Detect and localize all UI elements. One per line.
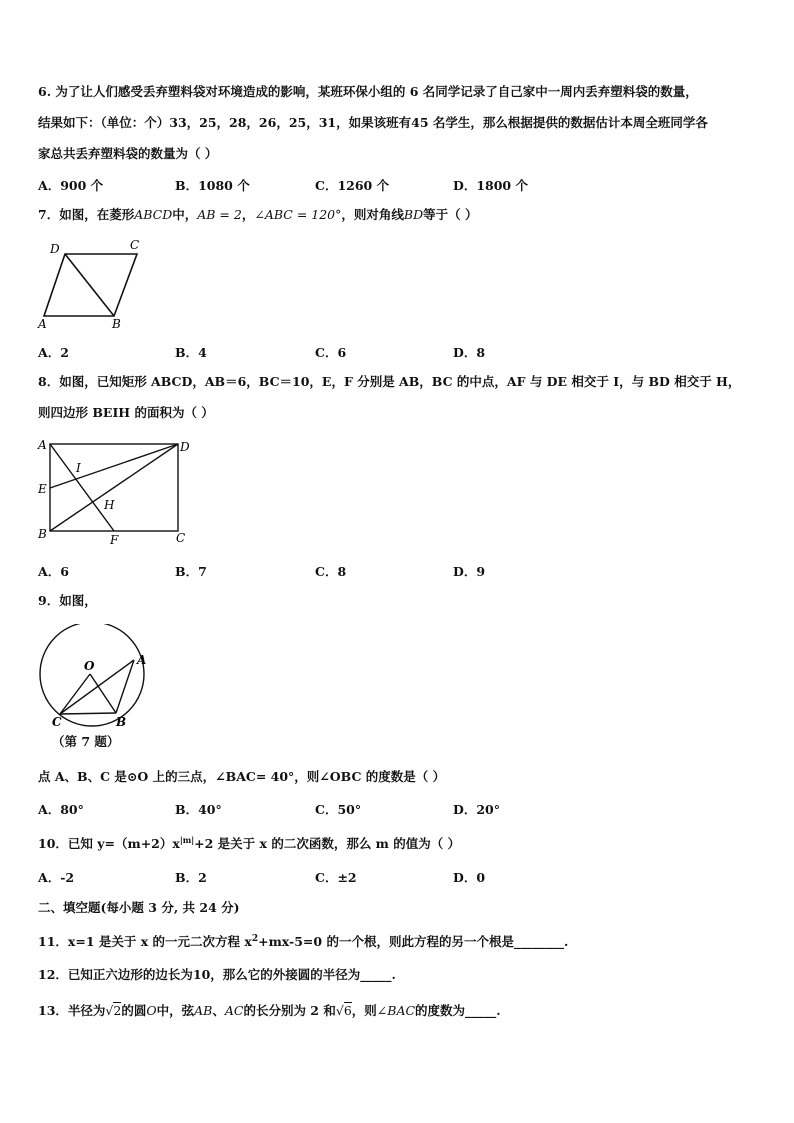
q8-options xyxy=(38,562,760,580)
q7-shape: ABCD xyxy=(134,207,173,222)
q8-option-b[interactable]: B．7 xyxy=(175,564,207,579)
q7-end: 等于（ ） xyxy=(423,207,478,222)
q7-ab: AB = 2 xyxy=(197,207,242,222)
q11-text-a: 11．x=1 是关于 x 的一元二次方程 x xyxy=(38,934,252,950)
q10-option-d[interactable]: D．0 xyxy=(453,870,486,885)
q8-label-e: E xyxy=(38,482,47,496)
q13-text-f: 的度数为_____. xyxy=(415,1003,501,1018)
q6-option-d[interactable]: D．1800 个 xyxy=(453,178,528,193)
q8-segment-de xyxy=(50,444,178,488)
q8-line-1: 8．如图，已知矩形 ABCD，AB＝6，BC＝10，E，F 分别是 AB，BC 的中点，AF 与 DE 相交于 I，与 BD 相交于 H， xyxy=(38,374,741,389)
q9-line-1: 9．如图， xyxy=(38,593,97,608)
q8-label-i: I xyxy=(76,461,81,475)
q13-ac: AC xyxy=(224,1003,244,1018)
q10-option-b[interactable]: B．2 xyxy=(175,870,207,885)
q13-text-b: 的圆 xyxy=(121,1003,147,1018)
q7-label-c: C xyxy=(130,238,140,252)
q7-option-b[interactable]: B．4 xyxy=(175,345,207,360)
q7-options xyxy=(38,343,760,361)
q9-label-b: B xyxy=(116,715,127,729)
q13-text-c: 中，弦 xyxy=(156,1003,195,1018)
q9-label-o: O xyxy=(84,659,95,673)
q9-statement-points: 点 A、B、C 是 xyxy=(38,769,127,784)
q7-mid2: ， xyxy=(241,207,255,222)
q8-option-d[interactable]: D．9 xyxy=(453,564,486,579)
q8-label-b: B xyxy=(38,527,47,541)
q6-option-b[interactable]: B．1080 个 xyxy=(175,178,250,193)
q8-label-d: D xyxy=(180,440,190,454)
q9-label-a: A xyxy=(137,653,147,667)
q7-suffix: ，则对角线 xyxy=(341,207,404,222)
q9-statement-circle: ⊙O xyxy=(126,769,149,784)
q9-options xyxy=(38,800,760,818)
q8-option-a[interactable]: A．6 xyxy=(38,564,69,579)
q7-prefix: 7．如图，在菱形 xyxy=(38,207,135,222)
q10-option-c[interactable]: C．±2 xyxy=(315,870,357,885)
q6-option-c[interactable]: C．1260 个 xyxy=(315,178,390,193)
q10-text-a: 10．已知 y=（m+2）x xyxy=(38,836,180,852)
q10-options xyxy=(38,868,760,886)
q7-label-b: B xyxy=(112,317,121,331)
q6-options xyxy=(38,176,760,194)
q12-text: 12．已知正六边形的边长为10，那么它的外接圆的半径为_____. xyxy=(38,967,396,982)
section-2-title: 二、填空题(每小题 3 分, 共 24 分) xyxy=(38,900,240,915)
q8-line-2: 则四边形 BEIH 的面积为（ ） xyxy=(38,405,214,420)
q9-statement xyxy=(38,768,760,786)
q7-label-a: A xyxy=(38,317,47,331)
q10-exponent: |m| xyxy=(179,835,195,845)
q7-option-c[interactable]: C．6 xyxy=(315,345,347,360)
q9-statement-rest: 上的三点，∠BAC= 40°，则∠OBC 的度数是（ ） xyxy=(148,769,446,784)
q13-sep: 、 xyxy=(212,1003,225,1018)
q7-option-d[interactable]: D．8 xyxy=(453,345,486,360)
q8-label-h: H xyxy=(104,498,115,512)
q13-sqrt6-radicand: 6 xyxy=(343,1003,352,1018)
q7-diag: BD xyxy=(403,207,424,222)
q6-line-2: 结果如下：（单位：个）33，25，28，26，25，31，如果该班有45 名学生，那么根据提供的数据估计本周全班同学各 xyxy=(38,115,708,130)
q9-segment-ob xyxy=(90,674,116,713)
q7-angle: ∠ABC = 120° xyxy=(254,207,342,222)
q13-text xyxy=(38,1002,760,1020)
q11-text-b: +mx-5=0 的一个根，则此方程的另一个根是________. xyxy=(258,934,569,950)
q13-angle: ∠BAC xyxy=(376,1003,416,1018)
q6-line-1: 6. 为了让人们感受丢弃塑料袋对环境造成的影响，某班环保小组的 6 名同学记录了自己家中一周内丢弃塑料袋的数量， xyxy=(38,84,698,99)
q7-rhombus-figure xyxy=(36,236,146,332)
q10-option-a[interactable]: A．-2 xyxy=(38,870,75,885)
q8-label-c: C xyxy=(176,531,186,545)
q7-mid1: 中， xyxy=(172,207,198,222)
q9-option-b[interactable]: B．40° xyxy=(175,802,222,817)
q9-segment-ab xyxy=(116,660,134,713)
q6-line-3: 家总共丢弃塑料袋的数量为（ ） xyxy=(38,146,218,161)
q7-option-a[interactable]: A．2 xyxy=(38,345,69,360)
q8-segment-bd xyxy=(50,444,178,531)
q9-option-c[interactable]: C．50° xyxy=(315,802,362,817)
q13-ab: AB xyxy=(194,1003,213,1018)
q13-text-d: 的长分别为 2 和 xyxy=(243,1003,336,1018)
q11-text xyxy=(38,930,760,951)
q7-label-d: D xyxy=(50,242,60,256)
q8-rectangle-figure xyxy=(36,436,196,548)
q10-text xyxy=(38,831,760,853)
q7-text xyxy=(38,206,760,224)
q13-sqrt2: √2 xyxy=(105,1003,122,1018)
q9-circle-figure xyxy=(36,624,156,732)
q9-option-d[interactable]: D．20° xyxy=(453,802,500,817)
q9-label-c: C xyxy=(52,715,62,729)
q13-o: O xyxy=(146,1003,157,1018)
q10-text-b: +2 是关于 x 的二次函数，那么 m 的值为（ ） xyxy=(194,836,461,852)
q11-sup: 2 xyxy=(251,934,259,944)
q8-option-c[interactable]: C．8 xyxy=(315,564,347,579)
q13-sqrt6: √6 xyxy=(335,1003,352,1018)
q8-label-f: F xyxy=(110,533,119,547)
q9-segment-oc xyxy=(60,674,90,714)
q9-option-a[interactable]: A．80° xyxy=(38,802,84,817)
q6-option-a[interactable]: A．900 个 xyxy=(38,178,104,193)
q13-sqrt2-radicand: 2 xyxy=(113,1003,122,1018)
q9-segment-cb xyxy=(60,713,116,714)
q7-diagonal-bd xyxy=(65,254,114,316)
q8-label-a: A xyxy=(38,438,47,452)
q9-figure-caption: （第 7 题） xyxy=(52,734,120,749)
q8-segment-af xyxy=(50,444,114,531)
q13-text-a: 13．半径为 xyxy=(38,1003,106,1018)
q13-text-e: ，则 xyxy=(351,1003,377,1018)
q9-segment-ca xyxy=(60,660,134,714)
